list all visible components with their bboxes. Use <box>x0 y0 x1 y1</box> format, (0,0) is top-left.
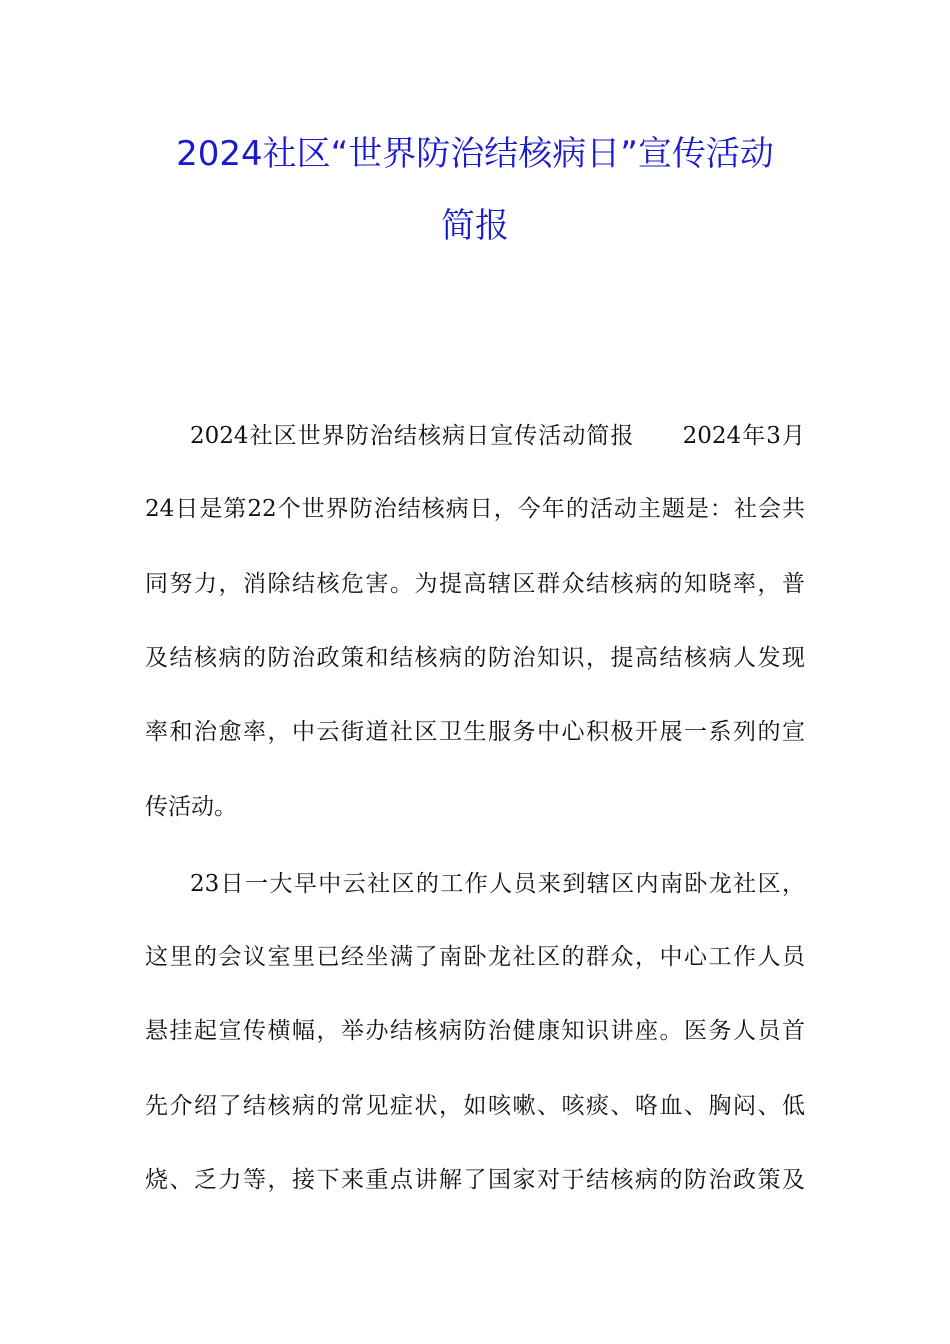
paragraph-2-line-5: 烧、乏力等，接下来重点讲解了国家对于结核病的防治政策及 <box>145 1167 805 1193</box>
paragraph-2-line-1: 23日一大早中云社区的工作人员来到辖区内南卧龙社区， <box>190 871 805 897</box>
document-title-line-2: 简报 <box>441 206 509 246</box>
paragraph-1-line-6: 传活动。 <box>145 794 237 820</box>
paragraph-2-line-3: 悬挂起宣传横幅，举办结核病防治健康知识讲座。医务人员首 <box>145 1018 805 1044</box>
paragraph-1-line-1: 2024社区世界防治结核病日宣传活动简报 2024年3月 <box>190 423 805 449</box>
paragraph-2-line-2: 这里的会议室里已经坐满了南卧龙社区的群众，中心工作人员 <box>145 944 805 970</box>
paragraph-2-line-4: 先介绍了结核病的常见症状，如咳嗽、咳痰、咯血、胸闷、低 <box>145 1093 805 1119</box>
paragraph-1-line-3: 同努力，消除结核危害。为提高辖区群众结核病的知晓率，普 <box>145 571 805 597</box>
paragraph-1-line-5: 率和治愈率，中云街道社区卫生服务中心积极开展一系列的宣 <box>145 719 805 745</box>
paragraph-1-line-4: 及结核病的防治政策和结核病的防治知识，提高结核病人发现 <box>145 645 805 671</box>
paragraph-1-line-2: 24日是第22个世界防治结核病日，今年的活动主题是：社会共 <box>145 496 805 522</box>
document-title-line-1: 2024社区“世界防治结核病日”宣传活动 <box>176 134 774 174</box>
